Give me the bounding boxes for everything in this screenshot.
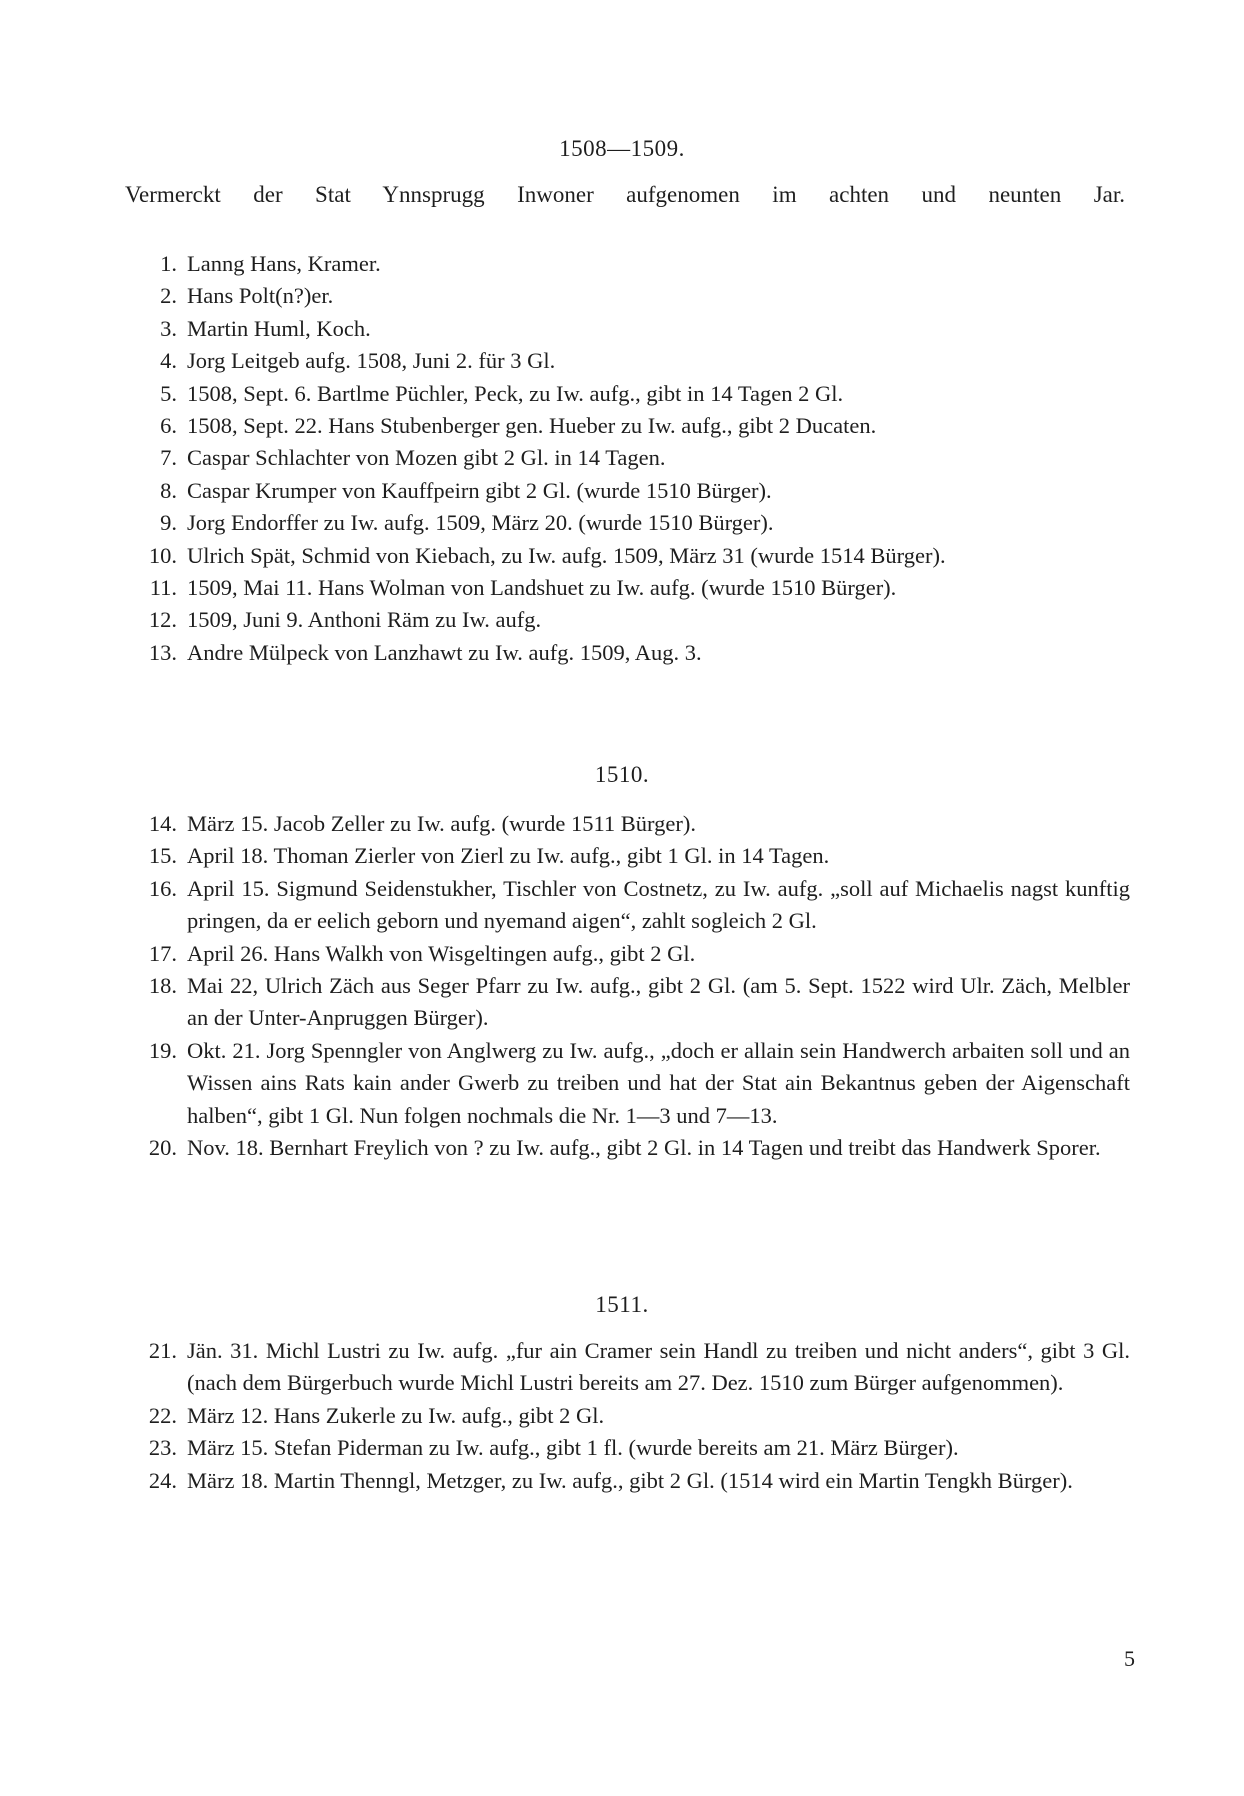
- entry-number: 24.: [148, 1467, 177, 1493]
- entry-number: 16.: [148, 875, 177, 901]
- entry-text: Andre Mülpeck von Lanzhawt zu Iw. aufg. 1509, Aug. 3.: [187, 639, 702, 665]
- entry-number: 22.: [148, 1402, 177, 1428]
- list-item: [125, 1132, 1130, 1164]
- list-item: [125, 808, 1130, 840]
- entry-number: 13.: [148, 639, 177, 665]
- entry-number: 1.: [160, 251, 177, 276]
- list-item: [125, 572, 1130, 604]
- entry-text: Jän. 31. Michl Lustri zu Iw. aufg. „fur ain Cramer sein Handl zu treiben und nicht anders“, gibt 3 Gl. (nach dem Bürgerbuch wurde Michl Lustri bereits am 27. Dez. 1510 zum Bürger aufgenommen).: [187, 1338, 1130, 1396]
- entry-number: 7.: [160, 445, 177, 471]
- entry-number: 2.: [160, 283, 177, 309]
- entry-number: 9.: [160, 510, 177, 536]
- entry-text: 1508, Sept. 6. Bartlme Püchler, Peck, zu Iw. aufg., gibt in 14 Tagen 2 Gl.: [187, 380, 844, 406]
- entry-number: 11.: [149, 575, 177, 601]
- entry-list-1508-1509: [125, 248, 1130, 669]
- entry-text: Mai 22, Ulrich Zäch aus Seger Pfarr zu Iw. aufg., gibt 2 Gl. (am 5. Sept. 1522 wird Ulr. Zäch, Melbler an der Unter-Anpruggen Bürger).: [187, 973, 1130, 1031]
- list-item: [125, 248, 1130, 280]
- section-heading-1510: 1510.: [594, 762, 650, 787]
- entry-number: 19.: [148, 1037, 177, 1063]
- list-item: [125, 604, 1130, 636]
- entry-text: März 12. Hans Zukerle zu Iw. aufg., gibt 2 Gl.: [187, 1402, 605, 1428]
- entry-text: Jorg Leitgeb aufg. 1508, Juni 2. für 3 Gl.: [187, 348, 556, 374]
- list-item: [125, 840, 1130, 872]
- entry-text: März 18. Martin Thenngl, Metzger, zu Iw. aufg., gibt 2 Gl. (1514 wird ein Martin Tengkh Bürger).: [187, 1467, 1073, 1493]
- list-item: [125, 1465, 1130, 1497]
- list-item: [125, 442, 1130, 474]
- entry-number: 23.: [148, 1435, 177, 1461]
- entry-number: 4.: [160, 348, 177, 374]
- list-item: [125, 1335, 1130, 1400]
- entry-text: Lanng Hans, Kramer.: [187, 251, 381, 276]
- entry-text: April 15. Sigmund Seidenstukher, Tischler von Costnetz, zu Iw. aufg. „soll auf Michaelis nagst kunftig pringen, da er eelich geborn und nyemand aigen“, zahlt sogleich 2 Gl.: [187, 875, 1130, 934]
- entry-list-1510: [125, 808, 1130, 1164]
- list-item: [125, 540, 1130, 572]
- entry-number: 10.: [148, 542, 177, 568]
- list-item: [125, 1432, 1130, 1464]
- list-item: [125, 1400, 1130, 1432]
- entry-text: März 15. Jacob Zeller zu Iw. aufg. (wurde 1511 Bürger).: [187, 811, 696, 836]
- list-item: [125, 970, 1130, 1035]
- list-item: [125, 313, 1130, 345]
- entry-text: April 18. Thoman Zierler von Zierl zu Iw. aufg., gibt 1 Gl. in 14 Tagen.: [187, 843, 830, 869]
- entry-text: Okt. 21. Jorg Spenngler von Anglwerg zu Iw. aufg., „doch er allain sein Handwerch arbaiten soll und an Wissen ains Rats kain ander Gwerb zu treiben und hat der Stat ain Bekantnus geben der Aigenschaft halben“, gibt 1 Gl. Nun folgen nochmals die Nr. 1—3 und 7—13.: [187, 1037, 1130, 1128]
- list-item: [125, 410, 1130, 442]
- list-item: [125, 378, 1130, 410]
- entry-number: 20.: [148, 1135, 177, 1161]
- entry-text: Martin Huml, Koch.: [187, 315, 371, 341]
- entry-number: 15.: [148, 843, 177, 869]
- entry-number: 3.: [160, 315, 177, 341]
- entry-list-1511: [125, 1335, 1130, 1497]
- section-heading-1508-1509: 1508—1509.: [559, 136, 685, 161]
- list-item: [125, 938, 1130, 970]
- list-item: [125, 345, 1130, 377]
- entry-number: 17.: [148, 940, 177, 966]
- page-number: 5: [1124, 1646, 1135, 1671]
- entry-number: 21.: [148, 1338, 177, 1363]
- entry-text: 1509, Juni 9. Anthoni Räm zu Iw. aufg.: [187, 607, 542, 633]
- entry-text: 1508, Sept. 22. Hans Stubenberger gen. Hueber zu Iw. aufg., gibt 2 Ducaten.: [187, 413, 877, 439]
- list-item: [125, 507, 1130, 539]
- entry-text: Jorg Endorffer zu Iw. aufg. 1509, März 20. (wurde 1510 Bürger).: [187, 510, 774, 536]
- list-item: [125, 280, 1130, 312]
- entry-number: 5.: [160, 380, 177, 406]
- list-item: [125, 475, 1130, 507]
- entry-number: 8.: [160, 477, 177, 503]
- section-heading-1511: 1511.: [595, 1292, 649, 1317]
- entry-text: Nov. 18. Bernhart Freylich von ? zu Iw. aufg., gibt 2 Gl. in 14 Tagen und treibt das Handwerk Sporer.: [187, 1135, 1101, 1161]
- entry-text: Caspar Schlachter von Mozen gibt 2 Gl. in 14 Tagen.: [187, 445, 666, 471]
- entry-number: 12.: [148, 607, 177, 633]
- list-item: [125, 637, 1130, 669]
- entry-text: 1509, Mai 11. Hans Wolman von Landshuet zu Iw. aufg. (wurde 1510 Bürger).: [187, 575, 897, 601]
- entry-text: April 26. Hans Walkh von Wisgeltingen aufg., gibt 2 Gl.: [187, 940, 696, 966]
- section-intro: Vermerckt der Stat Ynnsprugg Inwoner aufgenomen im achten und neunten Jar.: [125, 182, 1125, 207]
- list-item: [125, 1035, 1130, 1132]
- entry-text: Ulrich Spät, Schmid von Kiebach, zu Iw. aufg. 1509, März 31 (wurde 1514 Bürger).: [187, 542, 946, 568]
- entry-number: 6.: [160, 413, 177, 439]
- entry-number: 14.: [148, 811, 177, 836]
- entry-text: März 15. Stefan Piderman zu Iw. aufg., gibt 1 fl. (wurde bereits am 21. März Bürger).: [187, 1435, 959, 1461]
- entry-text: Hans Polt(n?)er.: [187, 283, 334, 309]
- entry-text: Caspar Krumper von Kauffpeirn gibt 2 Gl. (wurde 1510 Bürger).: [187, 477, 772, 503]
- list-item: [125, 873, 1130, 938]
- entry-number: 18.: [148, 973, 177, 999]
